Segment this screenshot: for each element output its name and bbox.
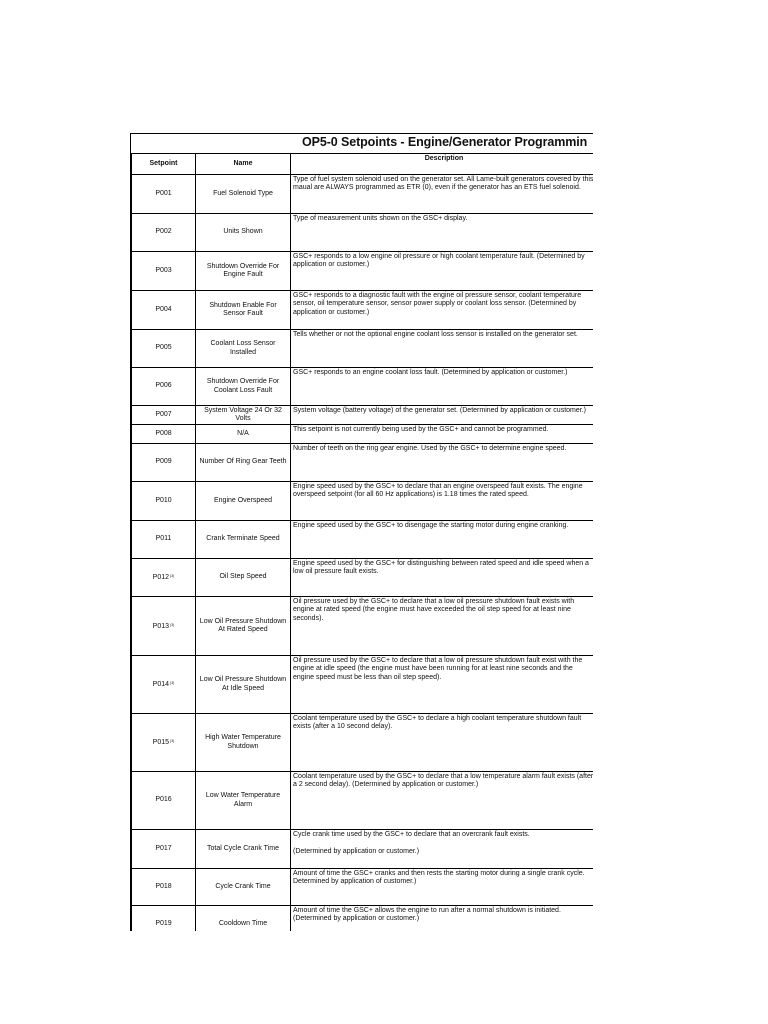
setpoint-name: Low Oil Pressure Shutdown At Idle Speed <box>196 656 291 714</box>
column-header-name: Name <box>196 154 291 175</box>
table-row <box>132 330 594 368</box>
table-row <box>132 368 594 406</box>
setpoint-code: P002 <box>155 228 172 236</box>
table-row <box>132 597 594 656</box>
setpoints-table <box>131 153 593 931</box>
setpoint-name: Fuel Solenoid Type <box>196 175 291 214</box>
setpoint-name: Cycle Crank Time <box>196 869 291 906</box>
setpoint-description-cell <box>291 597 594 656</box>
setpoint-cell <box>132 482 196 521</box>
setpoint-code: P012 <box>152 574 170 582</box>
setpoint-code: P003 <box>155 266 172 274</box>
setpoint-description-cell <box>291 656 594 714</box>
setpoint-name: Crank Terminate Speed <box>196 521 291 559</box>
setpoint-cell <box>132 368 196 406</box>
description-spacer <box>293 839 593 848</box>
setpoint-description-cell <box>291 175 594 214</box>
setpoint-cell <box>132 772 196 830</box>
setpoint-name: Oil Step Speed <box>196 559 291 597</box>
setpoint-description: Oil pressure used by the GSC+ to declare that a low oil pressure shutdown fault exists with engine at rated speed (the engine must have exceeded the oil step speed for at least nine seconds). <box>293 598 575 622</box>
setpoint-name: Total Cycle Crank Time <box>196 830 291 869</box>
setpoint-description-cell <box>291 330 594 368</box>
setpoint-name: N/A <box>196 425 291 444</box>
table-row <box>132 291 594 330</box>
setpoint-name: Low Oil Pressure Shutdown At Rated Speed <box>196 597 291 656</box>
setpoint-name: Low Water Temperature Alarm <box>196 772 291 830</box>
setpoint-code: P001 <box>155 189 172 197</box>
setpoint-description-cell <box>291 869 594 906</box>
table-row <box>132 772 594 830</box>
setpoint-cell <box>132 330 196 368</box>
setpoint-description-cell <box>291 521 594 559</box>
table-row <box>132 521 594 559</box>
setpoint-description-cell <box>291 830 594 869</box>
setpoint-name: System Voltage 24 Or 32 Volts <box>196 406 291 425</box>
setpoint-code: P009 <box>155 458 172 466</box>
setpoint-code: P015 <box>152 739 170 747</box>
setpoints-sheet <box>130 133 593 931</box>
column-header-description: Description <box>291 154 594 175</box>
setpoint-cell <box>132 714 196 772</box>
setpoint-cell <box>132 906 196 932</box>
footnote-marker: (3) <box>170 574 175 579</box>
setpoint-cell <box>132 597 196 656</box>
title-row <box>131 134 593 153</box>
setpoint-code: P011 <box>155 535 172 543</box>
setpoint-cell <box>132 444 196 482</box>
setpoint-description: GSC+ responds to a low engine oil pressure or high coolant temperature fault. (Determined by application or customer.) <box>293 253 585 269</box>
setpoint-description: Coolant temperature used by the GSC+ to declare a high coolant temperature shutdown fault exists (after a 10 second delay). <box>293 715 582 731</box>
setpoint-description-cell <box>291 559 594 597</box>
setpoint-description: Type of fuel system solenoid used on the generator set. All Lame-built generators covered by this maual are ALWAYS programmed as ETR (0), even if the generator has an ETS fuel solenoid. <box>293 176 593 192</box>
table-row <box>132 656 594 714</box>
setpoint-code: P018 <box>155 882 172 890</box>
setpoint-description-cell <box>291 444 594 482</box>
setpoint-description-cell <box>291 482 594 521</box>
setpoint-description: Type of measurement units shown on the GSC+ display. <box>293 215 468 222</box>
setpoint-cell <box>132 291 196 330</box>
setpoint-cell <box>132 175 196 214</box>
setpoint-cell <box>132 425 196 444</box>
setpoint-cell <box>132 830 196 869</box>
setpoint-code: P016 <box>155 796 172 804</box>
setpoint-cell <box>132 406 196 425</box>
table-row <box>132 252 594 291</box>
setpoint-description: Oil pressure used by the GSC+ to declare that a low oil pressure shutdown fault exist with the engine at idle speed (the engine must have been running for at least nine seconds and the engine speed must be less than oil step speed). <box>293 657 583 681</box>
setpoint-name: Shutdown Override For Engine Fault <box>196 252 291 291</box>
table-row <box>132 482 594 521</box>
setpoint-description: Coolant temperature used by the GSC+ to declare that a low temperature alarm fault exists (after a 2 second delay). (Determined by application or customer.) <box>293 773 593 789</box>
setpoint-code: P010 <box>155 496 172 504</box>
setpoint-name: Engine Overspeed <box>196 482 291 521</box>
table-row <box>132 425 594 444</box>
setpoint-code: P004 <box>155 305 172 313</box>
setpoint-name: Shutdown Enable For Sensor Fault <box>196 291 291 330</box>
setpoint-description-cell <box>291 406 594 425</box>
setpoint-code: P006 <box>155 382 172 390</box>
setpoint-cell <box>132 214 196 252</box>
setpoint-description: Amount of time the GSC+ cranks and then rests the starting motor during a single crank cycle. Determined by application of customer.) <box>293 870 585 886</box>
page-title: OP5-0 Setpoints - Engine/Generator Programmin <box>302 135 588 149</box>
table-row <box>132 406 594 425</box>
setpoint-description-cell <box>291 291 594 330</box>
setpoint-description-cell <box>291 772 594 830</box>
table-header-row <box>132 154 594 175</box>
setpoint-name: Cooldown Time <box>196 906 291 932</box>
setpoint-name: High Water Temperature Shutdown <box>196 714 291 772</box>
table-row <box>132 175 594 214</box>
table-row <box>132 906 594 932</box>
setpoint-code: P019 <box>155 920 172 928</box>
setpoint-code: P013 <box>152 622 170 630</box>
setpoint-cell <box>132 656 196 714</box>
setpoint-name: Coolant Loss Sensor Installed <box>196 330 291 368</box>
setpoint-description: Tells whether or not the optional engine coolant loss sensor is installed on the generator set. <box>293 331 578 338</box>
setpoint-description-note: (Determined by application or customer.) <box>293 848 420 856</box>
setpoint-description-cell <box>291 214 594 252</box>
footnote-marker: (3) <box>170 622 175 627</box>
setpoint-description: This setpoint is not currently being used by the GSC+ and cannot be programmed. <box>293 426 549 433</box>
setpoint-code: P008 <box>155 429 172 437</box>
table-row <box>132 214 594 252</box>
setpoint-name: Units Shown <box>196 214 291 252</box>
setpoint-code: P017 <box>155 844 172 852</box>
table-row <box>132 559 594 597</box>
setpoint-cell <box>132 252 196 291</box>
footnote-marker: (3) <box>170 681 175 686</box>
setpoint-description-cell <box>291 368 594 406</box>
setpoint-description: Engine speed used by the GSC+ to declare that an engine overspeed fault exists. The engine overspeed setpoint (for all 60 Hz applications) is 1.18 times the rated speed. <box>293 483 583 499</box>
setpoint-code: P014 <box>152 681 170 689</box>
setpoint-description: GSC+ responds to a diagnostic fault with the engine oil pressure sensor, coolant temperature sensor, oil temperature sensor, sensor power supply or coolant loss sensor. (Determined by application or customer.) <box>293 292 582 316</box>
setpoint-description: Amount of time the GSC+ allows the engine to run after a normal shutdown is initiated. (Determined by application or customer.) <box>293 907 561 923</box>
setpoint-name: Number Of Ring Gear Teeth <box>196 444 291 482</box>
setpoint-code: P005 <box>155 344 172 352</box>
column-header-setpoint: Setpoint <box>132 154 196 175</box>
setpoint-description-cell <box>291 252 594 291</box>
table-row <box>132 830 594 869</box>
setpoint-cell <box>132 559 196 597</box>
setpoint-description-cell <box>291 425 594 444</box>
setpoint-description: Engine speed used by the GSC+ for distinguishing between rated speed and idle speed when a low oil pressure fault exists. <box>293 560 589 576</box>
table-row <box>132 444 594 482</box>
table-row <box>132 869 594 906</box>
setpoint-description: System voltage (battery voltage) of the generator set. (Determined by application or customer.) <box>293 407 586 414</box>
setpoint-name: Shutdown Override For Coolant Loss Fault <box>196 368 291 406</box>
setpoint-description-cell <box>291 714 594 772</box>
table-row <box>132 714 594 772</box>
setpoint-cell <box>132 869 196 906</box>
setpoint-description: Engine speed used by the GSC+ to disengage the starting motor during engine cranking. <box>293 522 569 529</box>
setpoint-description: GSC+ responds to an engine coolant loss fault. (Determined by application or customer.) <box>293 369 568 376</box>
setpoint-description: Cycle crank time used by the GSC+ to declare that an overcrank fault exists. <box>293 831 530 838</box>
footnote-marker: (3) <box>170 739 175 744</box>
setpoint-code: P007 <box>155 410 172 418</box>
setpoint-description: Number of teeth on the ring gear engine. Used by the GSC+ to determine engine speed. <box>293 445 567 452</box>
setpoint-cell <box>132 521 196 559</box>
setpoint-description-cell <box>291 906 594 932</box>
